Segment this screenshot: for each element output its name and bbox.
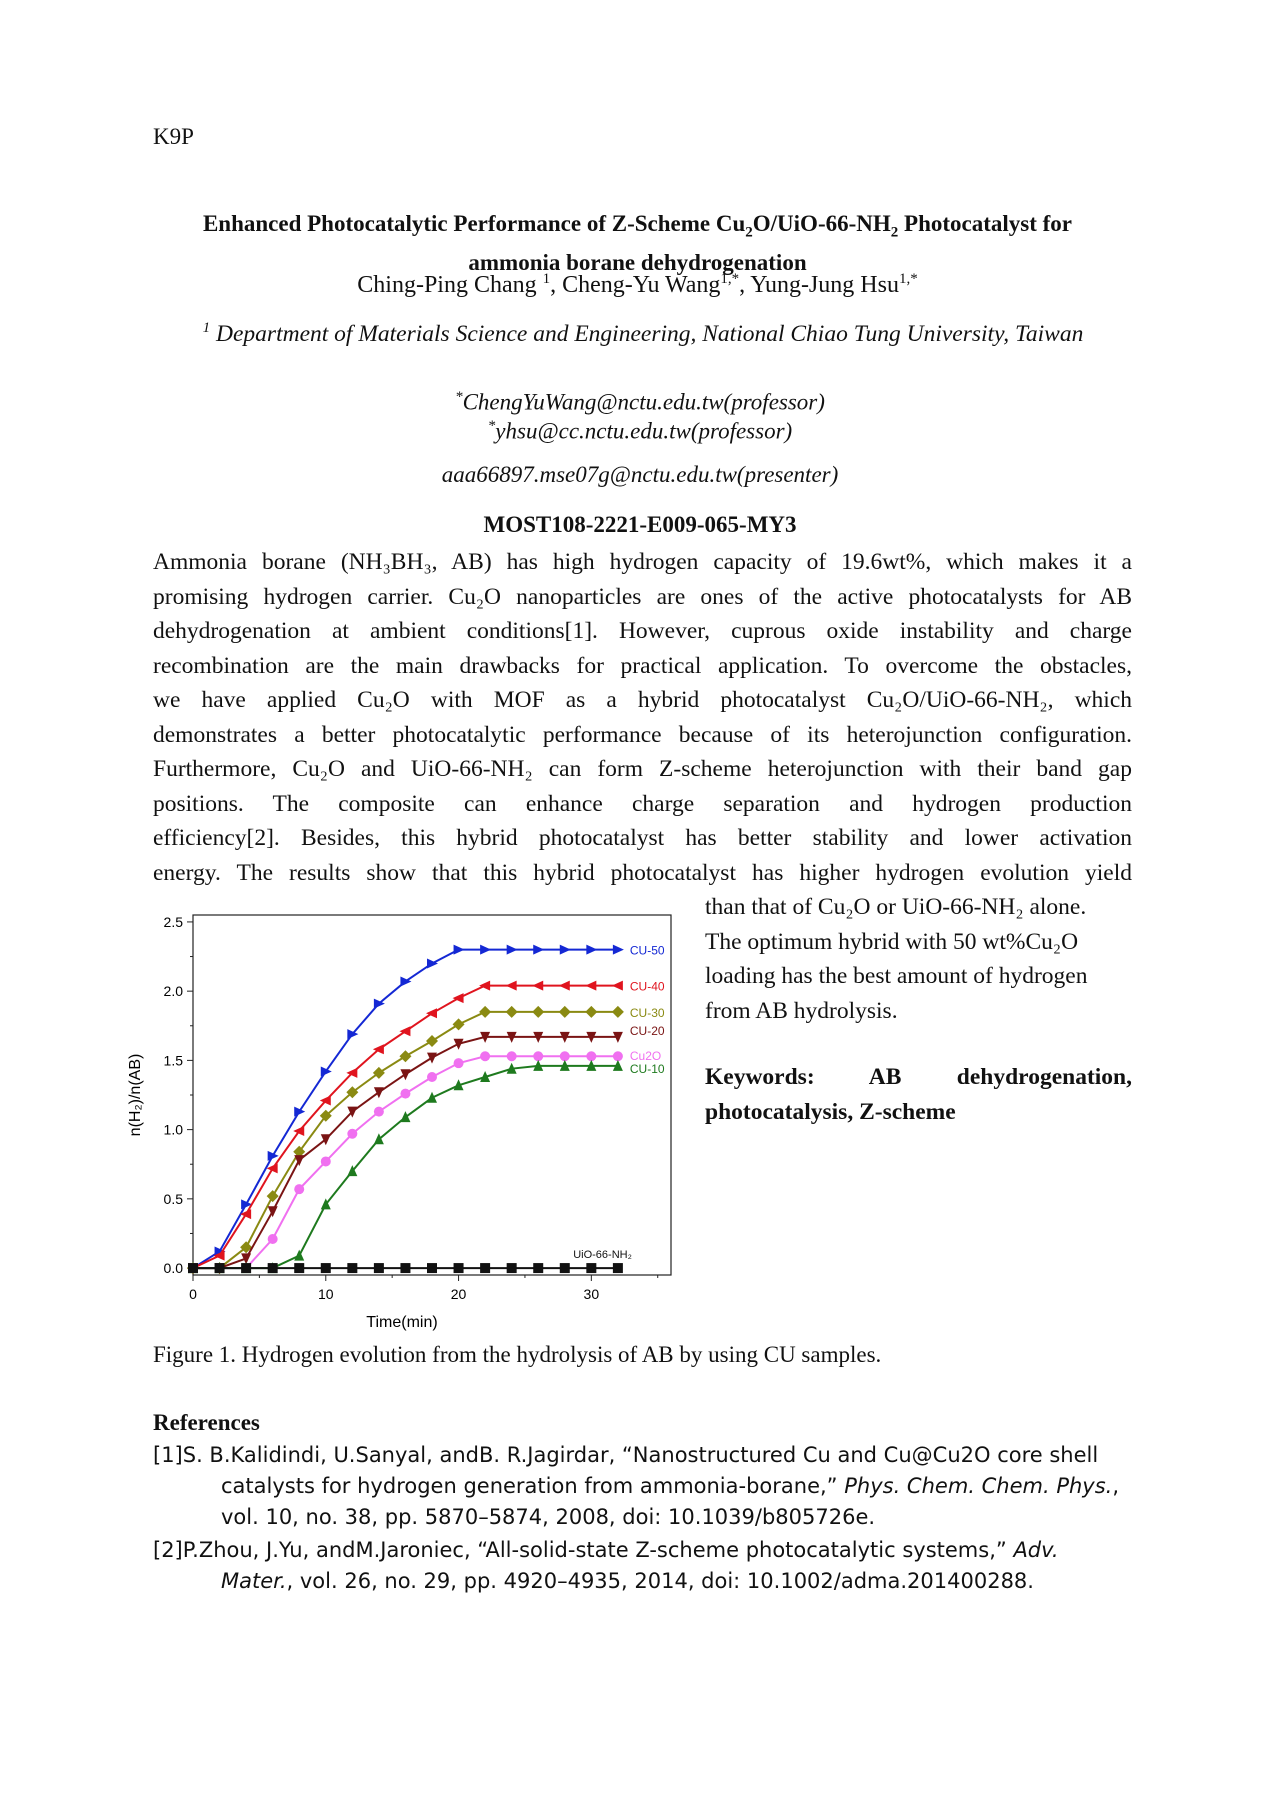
- data-point-cu-30: [506, 1006, 518, 1018]
- series-label-cu-20: CU-20: [629, 1023, 665, 1038]
- data-point-cu2o: [374, 1107, 384, 1117]
- keywords: [705, 1060, 1132, 1130]
- data-point-cu-10: [427, 1092, 437, 1103]
- abstract-line: we have applied Cu₂O with MOF as a hybrid photocatalyst Cu₂O/UiO-66-NH₂, which: [153, 687, 1132, 713]
- data-point-cu-50: [533, 945, 544, 955]
- keywords-line: photocatalysis, Z-scheme: [705, 1099, 956, 1125]
- abstract-line: positions. The composite can enhance charge separation and hydrogen production: [153, 790, 1132, 817]
- y-tick-label: 0.0: [163, 1260, 183, 1277]
- hydrogen-evolution-chart: [120, 905, 700, 1337]
- y-tick-label: 2.5: [163, 913, 183, 930]
- data-point-cu-20: [427, 1053, 437, 1064]
- abstract-body: [153, 545, 1132, 890]
- data-point-cu-20: [400, 1069, 410, 1080]
- figure-caption: Figure 1. Hydrogen evolution from the hydrolysis of AB by using CU samples.: [153, 1342, 882, 1367]
- abstract-line: energy. The results show that this hybrid photocatalyst has higher hydrogen evolution yield: [153, 859, 1132, 886]
- data-point-uio-66-nh-: [347, 1263, 357, 1273]
- data-point-cu2o: [560, 1051, 570, 1061]
- data-point-cu-10: [400, 1111, 410, 1122]
- series-label-cu2o: Cu2O: [629, 1049, 662, 1064]
- abstract-continuation: [705, 890, 1132, 1028]
- author-list: Ching-Ping Chang $^1$, Cheng-Yu Wang$^{1,*}$, Yung-Jung Hsu$^{1,*}$: [357, 271, 918, 298]
- series-label-cu-10: CU-10: [629, 1061, 665, 1076]
- affiliation: $^1$ Department of Materials Science and Engineering, National Chiao Tung University, Taiwan: [202, 320, 1084, 347]
- y-tick-label: 1.5: [163, 1052, 183, 1069]
- series-label-cu-40: CU-40: [629, 979, 665, 994]
- data-point-uio-66-nh-: [188, 1263, 198, 1273]
- abstract-line: recombination are the main drawbacks for practical application. To overcome the obstacles,: [153, 652, 1132, 679]
- data-point-uio-66-nh-: [241, 1263, 251, 1273]
- references-heading: References: [153, 1410, 260, 1435]
- x-axis-label: Time(min): [366, 1314, 438, 1331]
- data-point-cu-30: [612, 1006, 624, 1018]
- author-name: Cheng-Yu Wang: [562, 272, 721, 298]
- abstract-line: Furthermore, Cu₂O and UiO-66-NH₂ can form Z-scheme heterojunction with their band gap: [153, 756, 1132, 782]
- data-point-cu2o: [533, 1051, 543, 1061]
- data-point-cu2o: [586, 1051, 596, 1061]
- author-name: Yung-Jung Hsu: [750, 272, 899, 298]
- data-point-cu2o: [321, 1156, 331, 1166]
- data-point-uio-66-nh-: [480, 1263, 490, 1273]
- abstract-line: promising hydrogen carrier. Cu₂O nanoparticles are ones of the active photocatalysts for AB: [153, 583, 1132, 610]
- x-tick-label: 10: [317, 1286, 334, 1302]
- x-tick-label: 20: [450, 1286, 467, 1302]
- data-point-cu-20: [321, 1134, 331, 1145]
- data-point-cu-30: [426, 1035, 438, 1047]
- x-tick-label: 0: [189, 1286, 197, 1302]
- title-line-1: Enhanced Photocatalytic Performance of Z-Scheme $Cu_2O/UiO-66-NH_2$ Photocatalyst for: [202, 211, 1073, 241]
- data-point-cu-30: [453, 1018, 465, 1030]
- data-point-uio-66-nh-: [560, 1263, 570, 1273]
- data-point-cu-50: [268, 1151, 279, 1161]
- data-point-uio-66-nh-: [586, 1263, 596, 1273]
- data-point-cu-50: [560, 945, 571, 955]
- data-point-cu-20: [294, 1155, 304, 1166]
- abstract-line: dehydrogenation at ambient conditions[1]. However, cuprous oxide instability and charge: [153, 618, 1132, 644]
- email-line: *yhsu@cc.nctu.edu.tw(professor): [487, 418, 793, 444]
- data-point-cu2o: [507, 1051, 517, 1061]
- data-point-uio-66-nh-: [321, 1263, 331, 1273]
- series-label-uio-66-nh-: UiO-66-NH₂: [573, 1249, 632, 1262]
- x-tick-label: 30: [583, 1286, 600, 1302]
- data-point-cu-50: [427, 958, 438, 968]
- data-point-cu-30: [559, 1006, 571, 1018]
- data-point-cu-30: [585, 1006, 597, 1018]
- data-point-cu-10: [374, 1133, 384, 1144]
- data-point-cu-30: [399, 1050, 411, 1062]
- data-point-cu-40: [532, 981, 543, 991]
- data-point-cu-30: [532, 1006, 544, 1018]
- abstract-line: Ammonia borane (NH₃BH₃, AB) has high hydrogen capacity of 19.6wt%, which makes it a: [153, 549, 1132, 575]
- y-tick-label: 2.0: [163, 983, 183, 1000]
- data-point-uio-66-nh-: [427, 1263, 437, 1273]
- data-point-cu-50: [454, 945, 465, 955]
- data-point-cu-50: [321, 1066, 332, 1076]
- email-line: *ChengYuWang@nctu.edu.tw(professor): [455, 389, 825, 415]
- data-point-cu2o: [427, 1072, 437, 1082]
- data-point-cu-20: [454, 1039, 464, 1050]
- data-point-cu-30: [479, 1006, 491, 1018]
- data-point-cu-40: [506, 981, 517, 991]
- data-point-uio-66-nh-: [374, 1263, 384, 1273]
- data-point-cu-40: [559, 981, 570, 991]
- y-tick-label: 1.0: [163, 1121, 183, 1138]
- presenter-email: aaa66897.mse07g@nctu.edu.tw(presenter): [441, 462, 839, 487]
- data-point-cu-50: [294, 1107, 305, 1117]
- data-point-cu-40: [612, 981, 623, 991]
- series-line-cu2o: [193, 1056, 618, 1268]
- abstract-code: K9P: [153, 124, 194, 149]
- data-point-cu-20: [374, 1087, 384, 1098]
- title-line-2: ammonia borane dehydrogenation: [468, 249, 807, 275]
- abstract-line: efficiency[2]. Besides, this hybrid photocatalyst has better stability and lower activation: [153, 825, 1132, 851]
- abstract-line: than that of Cu₂O or UiO-66-NH₂ alone.: [705, 894, 1087, 920]
- reference-item: [2]P.Zhou, J.Yu, andM.Jaroniec, “All-solid-state Z-scheme photocatalytic systems,” Adv. Mater., vol. 26, no. 29, pp. 4920–4935, 2014, doi: 10.1002/adma.201400288.: [153, 1538, 1059, 1593]
- data-point-cu-40: [585, 981, 596, 991]
- data-point-cu-50: [480, 945, 491, 955]
- data-point-uio-66-nh-: [400, 1263, 410, 1273]
- series-label-cu-50: CU-50: [629, 943, 665, 958]
- data-point-uio-66-nh-: [294, 1263, 304, 1273]
- paper-title: [140, 209, 1135, 278]
- data-point-cu-50: [586, 945, 597, 955]
- data-point-cu2o: [613, 1051, 623, 1061]
- grant-number: MOST108-2221-E009-065-MY3: [483, 512, 797, 537]
- data-point-uio-66-nh-: [268, 1263, 278, 1273]
- data-point-uio-66-nh-: [215, 1263, 225, 1273]
- abstract-line: from AB hydrolysis.: [705, 997, 898, 1024]
- series-label-cu-30: CU-30: [629, 1005, 665, 1020]
- data-point-uio-66-nh-: [613, 1263, 623, 1273]
- keywords-line: Keywords: AB dehydrogenation,: [705, 1064, 1132, 1090]
- abstract-line: loading has the best amount of hydrogen: [705, 963, 1088, 989]
- y-tick-label: 0.5: [163, 1190, 183, 1207]
- data-point-uio-66-nh-: [533, 1263, 543, 1273]
- author-name: Ching-Ping Chang: [357, 272, 543, 298]
- data-point-cu2o: [294, 1184, 304, 1194]
- data-point-cu2o: [454, 1058, 464, 1068]
- y-axis-label: n(H₂)/n(AB): [127, 1053, 144, 1137]
- data-point-cu2o: [480, 1051, 490, 1061]
- reference-item: [1]S. B.Kalidindi, U.Sanyal, andB. R.Jagirdar, “Nanostructured Cu and Cu@Cu2O core shell catalysts for hydrogen generation from ammonia-borane,” Phys. Chem. Chem. Phys., vol. 10, no. 38, pp. 5870–5874, 2008, doi: 10.1039/b805726e.: [153, 1443, 1120, 1529]
- data-point-cu2o: [268, 1234, 278, 1244]
- data-point-cu2o: [347, 1129, 357, 1139]
- data-point-cu-40: [293, 1126, 304, 1136]
- data-point-cu-40: [479, 981, 490, 991]
- abstract-line: The optimum hybrid with 50 wt%Cu₂O: [705, 928, 1079, 955]
- series-line-cu-50: [193, 950, 618, 1268]
- data-point-cu-50: [613, 945, 624, 955]
- data-point-cu-50: [507, 945, 518, 955]
- data-point-uio-66-nh-: [454, 1263, 464, 1273]
- data-point-cu-30: [267, 1190, 279, 1202]
- data-point-uio-66-nh-: [507, 1263, 517, 1273]
- data-point-cu2o: [400, 1089, 410, 1099]
- data-point-cu-10: [294, 1250, 304, 1261]
- abstract-line: demonstrates a better photocatalytic performance because of its heterojunction configuration.: [153, 721, 1132, 748]
